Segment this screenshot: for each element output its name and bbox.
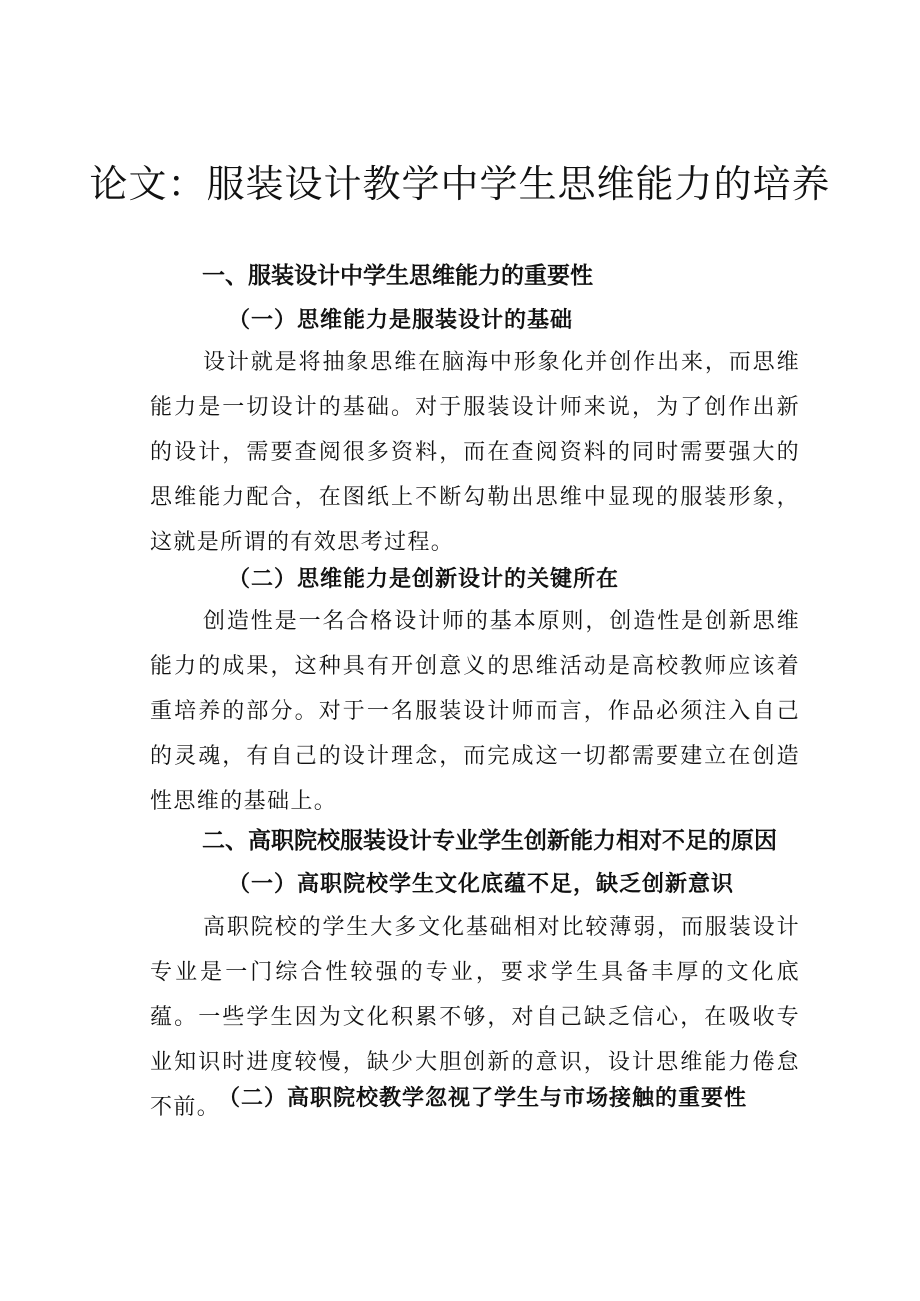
- paragraph-1-1: 设计就是将抽象思维在脑海中形象化并创作出来，而思维能力是一切设计的基础。对于服装设计师来说，为了创作出新的设计，需要查阅很多资料，而在查阅资料的同时需要强大的思维能力配合，在图纸上不断勾勒出思维中显现的服装形象，这就是所谓的有效思考过程。: [150, 350, 800, 555]
- section-heading-1: 一、服装设计中学生思维能力的重要性: [202, 263, 593, 289]
- document-title: 论文：服装设计教学中学生思维能力的培养: [89, 162, 831, 206]
- section-heading-2: 二、高职院校服装设计专业学生创新能力相对不足的原因: [202, 828, 777, 854]
- paragraph-1-2: 创造性是一名合格设计师的基本原则，创造性是创新思维能力的成果，这种具有开创意义的思维活动是高校教师应该着重培养的部分。对于一名服装设计师而言，作品必须注入自己的灵魂，有自己的设计理念，而完成这一切都需要建立在创造性思维的基础上。: [150, 609, 800, 814]
- paragraph-2-1: 高职院校的学生大多文化基础相对比较薄弱，而服装设计专业是一门综合性较强的专业，要求学生具备丰厚的文化底蕴。一些学生因为文化积累不够，对自己缺乏信心，在吸收专业知识时进度较慢，缺少大胆创新的意识，设计思维能力倦怠不前。: [150, 915, 800, 1120]
- subsection-heading-2-1: （一）高职院校学生文化底蕴不足，缺乏创新意识: [228, 871, 735, 897]
- subsection-heading-2-2: （二）高职院校教学忽视了学生与市场接触的重要性: [218, 1085, 748, 1111]
- subsection-heading-1-1: （一）思维能力是服装设计的基础: [228, 307, 574, 333]
- subsection-heading-1-2: （二）思维能力是创新设计的关键所在: [228, 566, 620, 592]
